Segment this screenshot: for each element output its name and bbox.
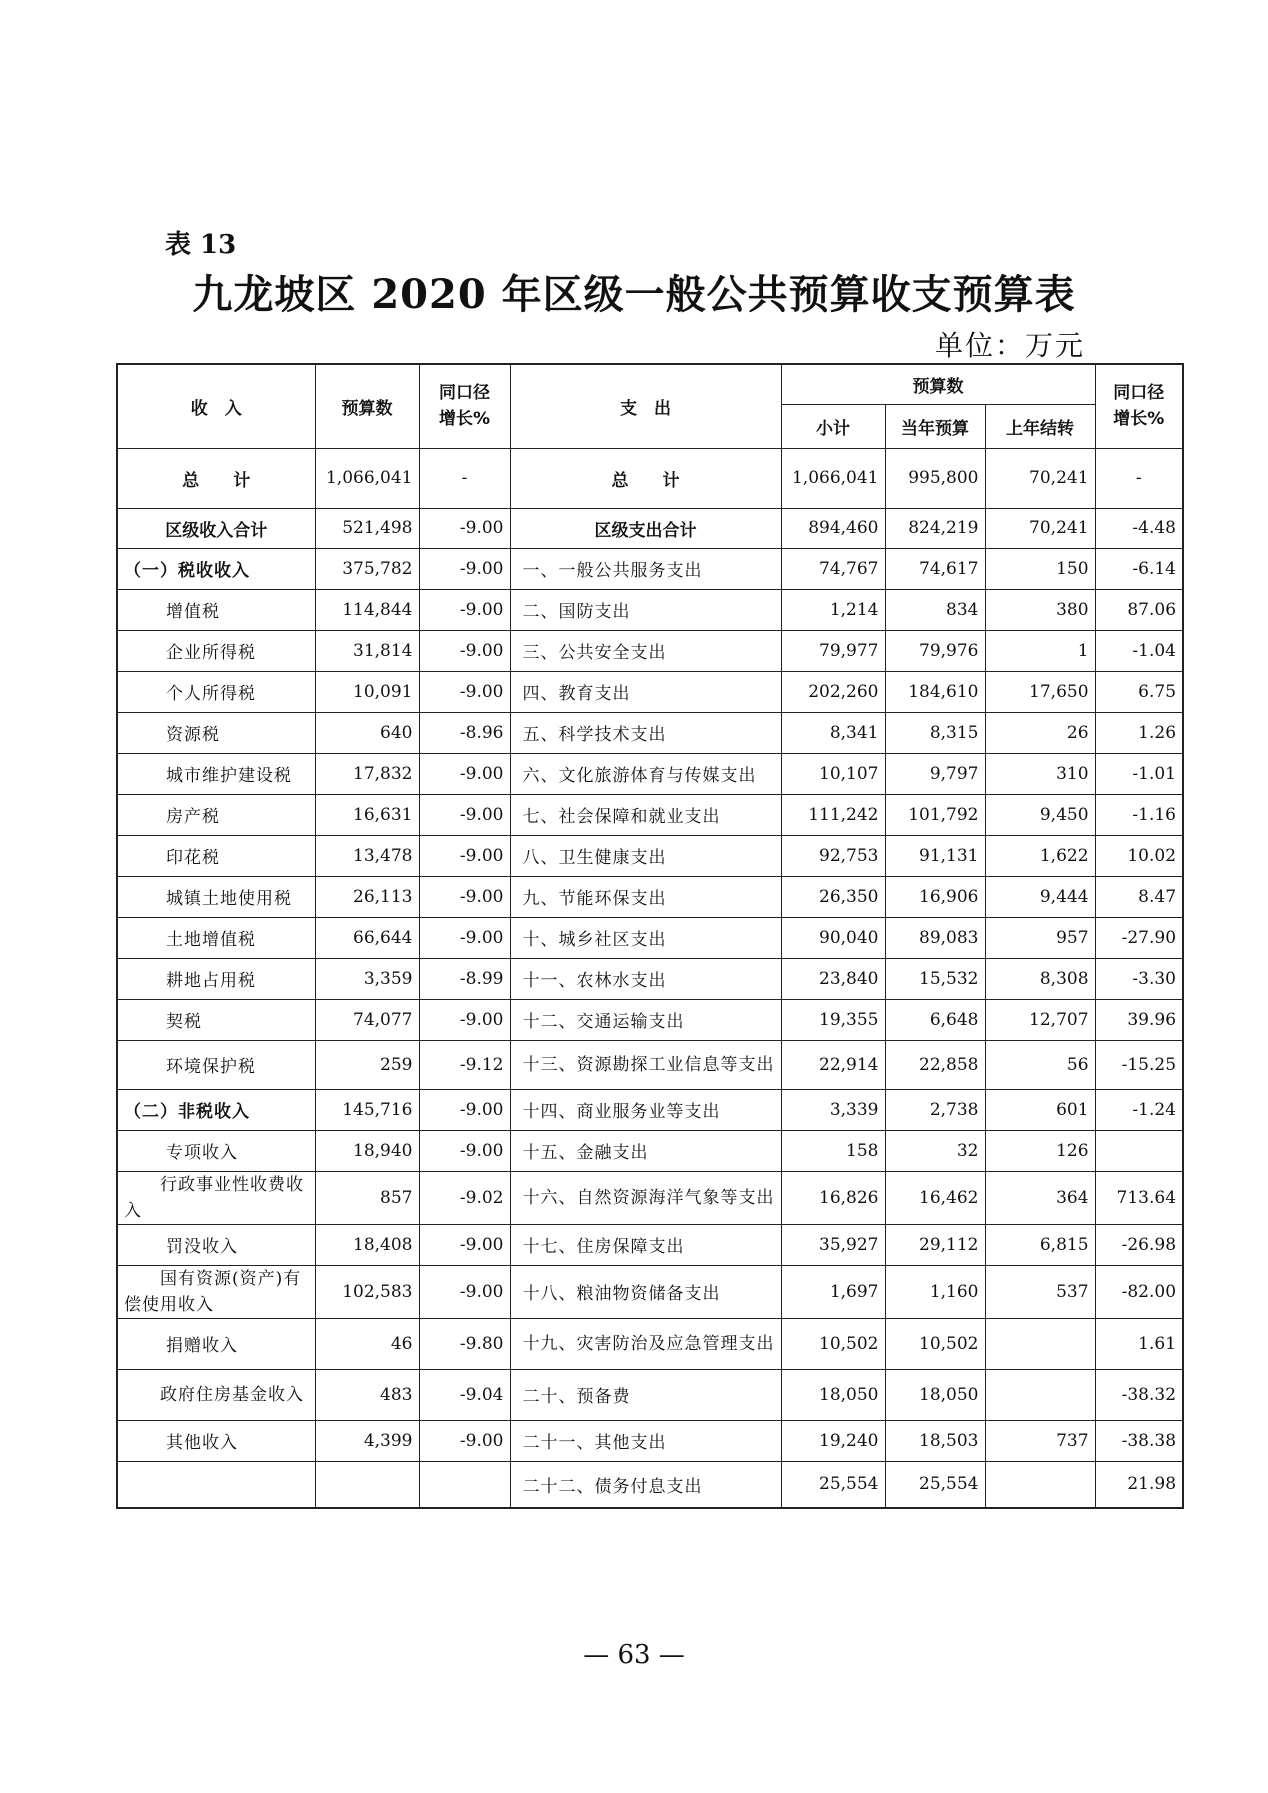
income-growth: -9.00 (419, 1420, 510, 1461)
expense-carryover: 957 (985, 917, 1095, 958)
expense-growth: -3.30 (1095, 958, 1183, 999)
expense-current: 29,112 (885, 1224, 985, 1265)
income-growth: -9.04 (419, 1369, 510, 1420)
income-growth: -9.00 (419, 1265, 510, 1318)
expense-current: 6,648 (885, 999, 985, 1040)
expense-current: 79,976 (885, 630, 985, 671)
income-budget: 640 (315, 712, 419, 753)
income-growth: -9.00 (419, 548, 510, 589)
expense-carryover: 17,650 (985, 671, 1095, 712)
expense-subtotal: 8,341 (781, 712, 885, 753)
expense-total-label: 总 计 (510, 448, 781, 508)
table-label: 表 13 (165, 230, 237, 260)
expense-subtotal: 1,214 (781, 589, 885, 630)
expense-carryover: 56 (985, 1040, 1095, 1089)
income-label: 行政事业性收费收入 (117, 1171, 315, 1224)
subtotal-header: 小计 (781, 404, 885, 448)
income-label: 其他收入 (117, 1420, 315, 1461)
expense-current: 101,792 (885, 794, 985, 835)
income-growth: -9.02 (419, 1171, 510, 1224)
expense-current: 25,554 (885, 1461, 985, 1508)
expense-current: 184,610 (885, 671, 985, 712)
expense-growth (1095, 1130, 1183, 1171)
income-header: 收 入 (117, 364, 315, 448)
income-label: 增值税 (117, 589, 315, 630)
expense-label: 十三、资源勘探工业信息等支出 (510, 1040, 781, 1089)
expense-carryover (985, 1318, 1095, 1369)
income-growth: -9.00 (419, 794, 510, 835)
expense-total-current: 995,800 (885, 448, 985, 508)
expense-current: 32 (885, 1130, 985, 1171)
income-growth: -8.99 (419, 958, 510, 999)
expense-carryover (985, 1461, 1095, 1508)
income-budget: 375,782 (315, 548, 419, 589)
expense-label: 十七、住房保障支出 (510, 1224, 781, 1265)
expense-current: 1,160 (885, 1265, 985, 1318)
expense-carryover: 8,308 (985, 958, 1095, 999)
expense-carryover: 380 (985, 589, 1095, 630)
income-growth: -9.00 (419, 589, 510, 630)
expense-total-carry: 70,241 (985, 448, 1095, 508)
table-row (117, 958, 1183, 999)
income-growth: -9.00 (419, 835, 510, 876)
income-budget: 857 (315, 1171, 419, 1224)
table-row (117, 1040, 1183, 1089)
table-row (117, 671, 1183, 712)
income-budget: 4,399 (315, 1420, 419, 1461)
expense-growth: 39.96 (1095, 999, 1183, 1040)
income-growth: -9.80 (419, 1318, 510, 1369)
income-label: 国有资源(资产)有偿使用收入 (117, 1265, 315, 1318)
expense-label: 二、国防支出 (510, 589, 781, 630)
expense-growth: -6.14 (1095, 548, 1183, 589)
income-label (117, 1461, 315, 1508)
expense-growth: 87.06 (1095, 589, 1183, 630)
income-budget: 46 (315, 1318, 419, 1369)
income-label: 个人所得税 (117, 671, 315, 712)
table-row (117, 876, 1183, 917)
expense-header: 支 出 (510, 364, 781, 448)
expense-label: 五、科学技术支出 (510, 712, 781, 753)
expense-label: 二十一、其他支出 (510, 1420, 781, 1461)
income-label: 区级收入合计 (117, 508, 315, 548)
expense-growth: -26.98 (1095, 1224, 1183, 1265)
income-label: （二）非税收入 (117, 1089, 315, 1130)
expense-growth: -82.00 (1095, 1265, 1183, 1318)
income-label: 城镇土地使用税 (117, 876, 315, 917)
expense-label: 二十、预备费 (510, 1369, 781, 1420)
table-row (117, 1369, 1183, 1420)
expense-current: 834 (885, 589, 985, 630)
expense-subtotal: 26,350 (781, 876, 885, 917)
income-growth: -9.00 (419, 876, 510, 917)
income-budget (315, 1461, 419, 1508)
expense-label: 九、节能环保支出 (510, 876, 781, 917)
income-growth-header-line1: 同口径 (439, 383, 490, 404)
income-label: 城市维护建设税 (117, 753, 315, 794)
expense-label: 八、卫生健康支出 (510, 835, 781, 876)
expense-label: 十八、粮油物资储备支出 (510, 1265, 781, 1318)
expense-carryover: 537 (985, 1265, 1095, 1318)
expense-growth: -1.04 (1095, 630, 1183, 671)
table-row (117, 508, 1183, 548)
income-budget: 18,408 (315, 1224, 419, 1265)
expense-label: 六、文化旅游体育与传媒支出 (510, 753, 781, 794)
expense-growth: 713.64 (1095, 1171, 1183, 1224)
expense-current: 91,131 (885, 835, 985, 876)
table-row (117, 1318, 1183, 1369)
expense-carryover: 310 (985, 753, 1095, 794)
expense-current: 2,738 (885, 1089, 985, 1130)
expense-growth: -1.16 (1095, 794, 1183, 835)
expense-label: 十、城乡社区支出 (510, 917, 781, 958)
expense-growth: 8.47 (1095, 876, 1183, 917)
expense-current: 89,083 (885, 917, 985, 958)
table-row (117, 712, 1183, 753)
expense-label: 十一、农林水支出 (510, 958, 781, 999)
expense-subtotal: 10,502 (781, 1318, 885, 1369)
income-budget: 31,814 (315, 630, 419, 671)
expense-carryover: 737 (985, 1420, 1095, 1461)
expense-label: 三、公共安全支出 (510, 630, 781, 671)
income-growth: -9.00 (419, 671, 510, 712)
income-growth-header (419, 364, 510, 448)
expense-label: 十四、商业服务业等支出 (510, 1089, 781, 1130)
income-growth: -9.00 (419, 1130, 510, 1171)
expense-carryover: 364 (985, 1171, 1095, 1224)
expense-current: 74,617 (885, 548, 985, 589)
income-budget: 17,832 (315, 753, 419, 794)
expense-subtotal: 19,355 (781, 999, 885, 1040)
page-number: — 63 — (583, 1640, 685, 1670)
table-row (117, 1265, 1183, 1318)
expense-subtotal: 1,697 (781, 1265, 885, 1318)
expense-carryover: 1,622 (985, 835, 1095, 876)
expense-growth: 1.26 (1095, 712, 1183, 753)
table-body (117, 448, 1183, 1508)
expense-subtotal: 10,107 (781, 753, 885, 794)
income-budget: 3,359 (315, 958, 419, 999)
table-row (117, 630, 1183, 671)
expense-subtotal: 202,260 (781, 671, 885, 712)
income-growth: -9.00 (419, 1224, 510, 1265)
expense-subtotal: 18,050 (781, 1369, 885, 1420)
table-row (117, 753, 1183, 794)
expense-carryover (985, 1369, 1095, 1420)
income-label: 企业所得税 (117, 630, 315, 671)
expense-carryover: 9,444 (985, 876, 1095, 917)
income-growth: -9.00 (419, 753, 510, 794)
income-label: 资源税 (117, 712, 315, 753)
income-growth: -9.00 (419, 917, 510, 958)
income-total-growth: - (419, 448, 510, 508)
expense-carryover: 1 (985, 630, 1095, 671)
table-row (117, 1224, 1183, 1265)
expense-subtotal: 22,914 (781, 1040, 885, 1089)
expense-current: 824,219 (885, 508, 985, 548)
current-year-header: 当年预算 (885, 404, 985, 448)
expense-total-growth: - (1095, 448, 1183, 508)
expense-subtotal: 158 (781, 1130, 885, 1171)
unit-label: 单位：万元 (935, 329, 1086, 362)
table-row (117, 1130, 1183, 1171)
expense-current: 16,906 (885, 876, 985, 917)
expense-current: 10,502 (885, 1318, 985, 1369)
expense-label: 七、社会保障和就业支出 (510, 794, 781, 835)
income-budget: 10,091 (315, 671, 419, 712)
expense-growth: 6.75 (1095, 671, 1183, 712)
expense-subtotal: 111,242 (781, 794, 885, 835)
carryover-header: 上年结转 (985, 404, 1095, 448)
income-growth: -9.12 (419, 1040, 510, 1089)
expense-current: 16,462 (885, 1171, 985, 1224)
table-row (117, 1420, 1183, 1461)
expense-growth: 1.61 (1095, 1318, 1183, 1369)
expense-carryover: 26 (985, 712, 1095, 753)
expense-subtotal: 3,339 (781, 1089, 885, 1130)
expense-growth-header-line2: 增长% (1113, 409, 1165, 430)
income-growth-header-line2: 增长% (438, 409, 491, 430)
expense-current: 22,858 (885, 1040, 985, 1089)
income-label: 印花税 (117, 835, 315, 876)
income-growth: -9.00 (419, 630, 510, 671)
expense-carryover: 126 (985, 1130, 1095, 1171)
expense-carryover: 12,707 (985, 999, 1095, 1040)
table-row (117, 1461, 1183, 1508)
table-row (117, 1089, 1183, 1130)
income-label: 政府住房基金收入 (117, 1369, 315, 1420)
income-label: 耕地占用税 (117, 958, 315, 999)
table-row (117, 835, 1183, 876)
income-growth (419, 1461, 510, 1508)
expense-subtotal: 92,753 (781, 835, 885, 876)
expense-subtotal: 74,767 (781, 548, 885, 589)
income-budget-header: 预算数 (315, 364, 419, 448)
table-header (117, 364, 1183, 448)
income-growth: -9.00 (419, 508, 510, 548)
expense-label: 十二、交通运输支出 (510, 999, 781, 1040)
expense-label: 十六、自然资源海洋气象等支出 (510, 1171, 781, 1224)
income-budget: 66,644 (315, 917, 419, 958)
expense-label: 区级支出合计 (510, 508, 781, 548)
expense-growth: 21.98 (1095, 1461, 1183, 1508)
income-label: 房产税 (117, 794, 315, 835)
grand-total-row (117, 448, 1183, 508)
income-growth: -8.96 (419, 712, 510, 753)
expense-current: 15,532 (885, 958, 985, 999)
expense-carryover: 601 (985, 1089, 1095, 1130)
income-budget: 102,583 (315, 1265, 419, 1318)
expense-subtotal: 35,927 (781, 1224, 885, 1265)
expense-current: 8,315 (885, 712, 985, 753)
expense-growth-header (1095, 364, 1183, 448)
expense-current: 9,797 (885, 753, 985, 794)
expense-growth: -1.24 (1095, 1089, 1183, 1130)
expense-carryover: 6,815 (985, 1224, 1095, 1265)
expense-growth-header-line1: 同口径 (1113, 383, 1165, 404)
income-budget: 521,498 (315, 508, 419, 548)
expense-current: 18,050 (885, 1369, 985, 1420)
income-label: 环境保护税 (117, 1040, 315, 1089)
income-budget: 18,940 (315, 1130, 419, 1171)
expense-budget-header: 预算数 (781, 364, 1095, 404)
expense-total-subtotal: 1,066,041 (781, 448, 885, 508)
table-row (117, 917, 1183, 958)
income-growth: -9.00 (419, 999, 510, 1040)
expense-carryover: 70,241 (985, 508, 1095, 548)
expense-label: 一、一般公共服务支出 (510, 548, 781, 589)
expense-growth: -15.25 (1095, 1040, 1183, 1089)
income-label: 土地增值税 (117, 917, 315, 958)
expense-current: 18,503 (885, 1420, 985, 1461)
expense-growth: -38.38 (1095, 1420, 1183, 1461)
income-budget: 145,716 (315, 1089, 419, 1130)
expense-subtotal: 894,460 (781, 508, 885, 548)
expense-carryover: 9,450 (985, 794, 1095, 835)
expense-growth: -27.90 (1095, 917, 1183, 958)
expense-growth: -1.01 (1095, 753, 1183, 794)
expense-growth: -4.48 (1095, 508, 1183, 548)
income-budget: 16,631 (315, 794, 419, 835)
expense-label: 二十二、债务付息支出 (510, 1461, 781, 1508)
income-label: 捐赠收入 (117, 1318, 315, 1369)
table-row (117, 1171, 1183, 1224)
income-label: 专项收入 (117, 1130, 315, 1171)
expense-subtotal: 23,840 (781, 958, 885, 999)
income-budget: 13,478 (315, 835, 419, 876)
expense-subtotal: 79,977 (781, 630, 885, 671)
income-budget: 259 (315, 1040, 419, 1089)
income-growth: -9.00 (419, 1089, 510, 1130)
income-total-budget: 1,066,041 (315, 448, 419, 508)
expense-growth: -38.32 (1095, 1369, 1183, 1420)
expense-subtotal: 19,240 (781, 1420, 885, 1461)
expense-label: 十五、金融支出 (510, 1130, 781, 1171)
expense-label: 十九、灾害防治及应急管理支出 (510, 1318, 781, 1369)
table-row (117, 548, 1183, 589)
expense-carryover: 150 (985, 548, 1095, 589)
page-title: 九龙坡区 2020 年区级一般公共预算收支预算表 (192, 271, 1076, 318)
income-budget: 26,113 (315, 876, 419, 917)
income-budget: 74,077 (315, 999, 419, 1040)
table-row (117, 999, 1183, 1040)
expense-growth: 10.02 (1095, 835, 1183, 876)
income-label: （一）税收收入 (117, 548, 315, 589)
expense-subtotal: 25,554 (781, 1461, 885, 1508)
income-total-label: 总 计 (117, 448, 315, 508)
income-budget: 114,844 (315, 589, 419, 630)
income-label: 契税 (117, 999, 315, 1040)
income-label: 罚没收入 (117, 1224, 315, 1265)
expense-subtotal: 16,826 (781, 1171, 885, 1224)
expense-subtotal: 90,040 (781, 917, 885, 958)
table-row (117, 589, 1183, 630)
table-row (117, 794, 1183, 835)
budget-table (116, 363, 1184, 1509)
expense-label: 四、教育支出 (510, 671, 781, 712)
income-budget: 483 (315, 1369, 419, 1420)
